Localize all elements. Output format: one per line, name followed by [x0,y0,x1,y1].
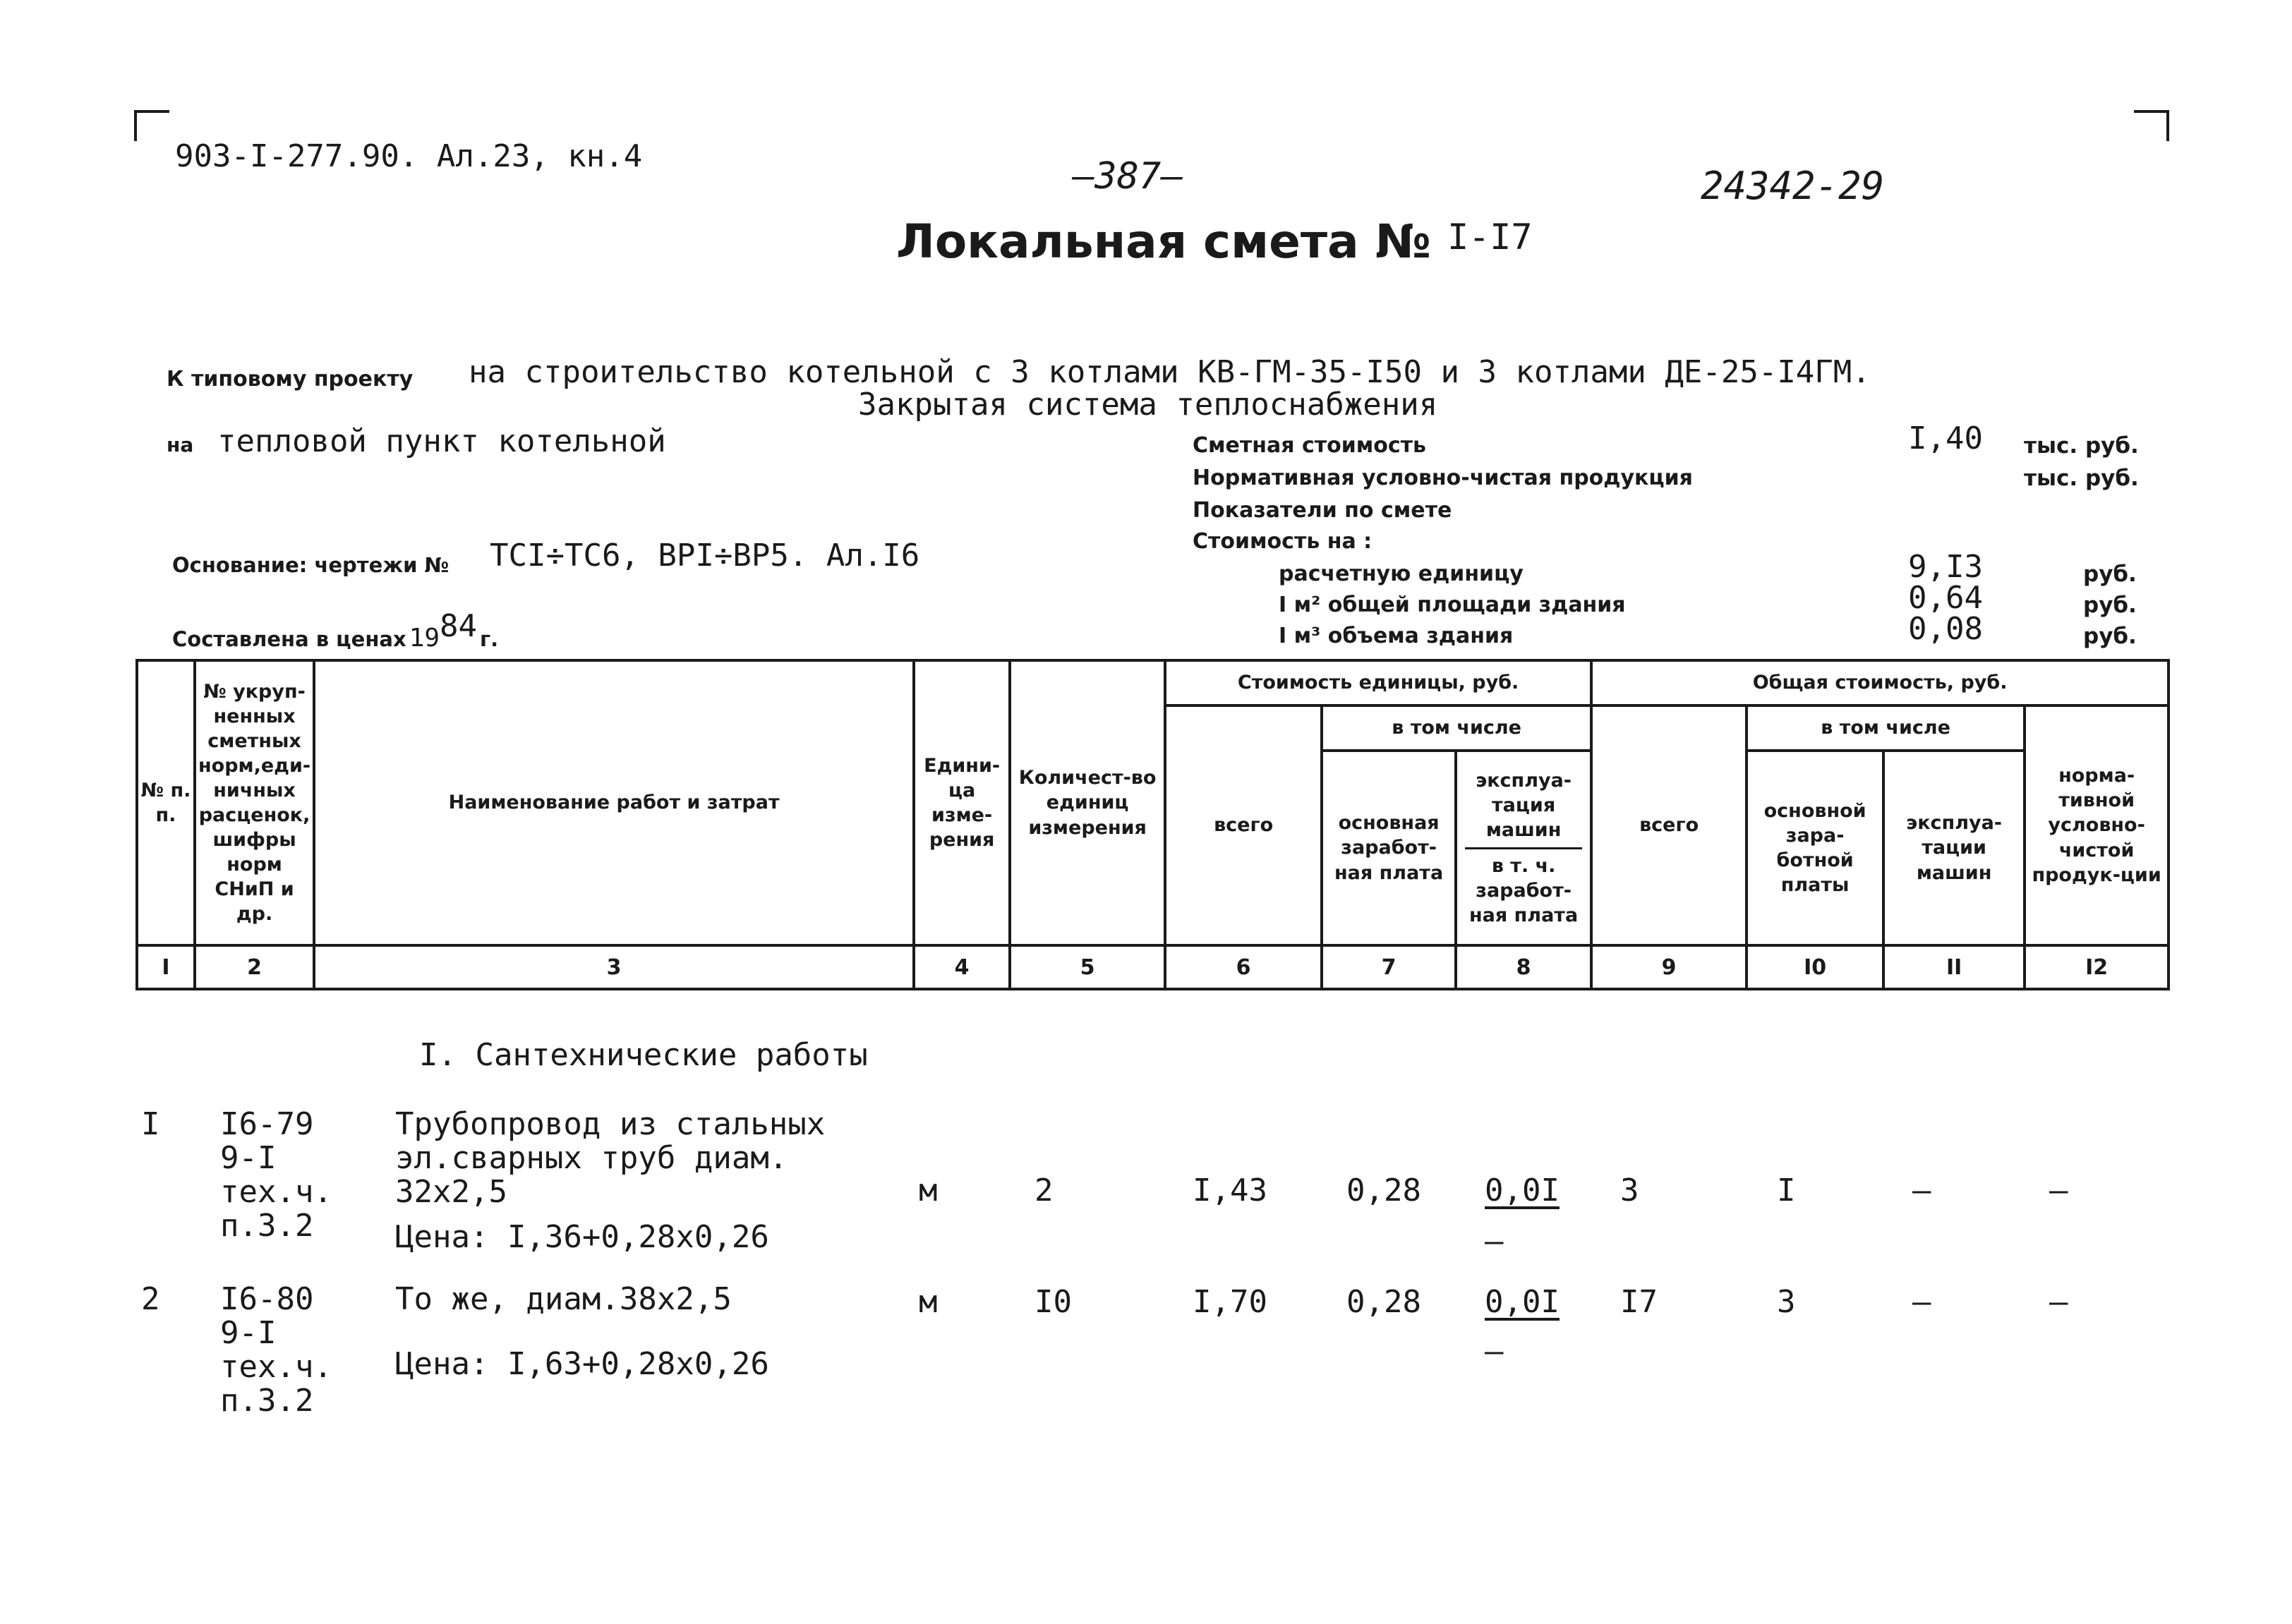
estimate-table-header [135,659,2170,990]
per-volume-unit: руб. [2083,624,2137,649]
row-unit: м [919,1284,938,1320]
row-unit-cost-total: I,43 [1193,1172,1267,1208]
column-number: 3 [314,945,914,989]
row-code [220,1283,332,1418]
header-col-quantity: Количест-во единиц измерения [1010,660,1165,945]
per-volume-value: 0,08 [1908,611,1983,647]
prices-suffix: г. [480,627,499,651]
header-col-total: всего [1591,705,1747,945]
row-number: 2 [141,1281,160,1317]
header-col-unit: Едини-ца изме-рения [914,660,1010,945]
doc-code: 903-I-277.90. Ал.23, кн.4 [175,138,643,174]
net-product-label: Нормативная условно-чистая продукция [1193,466,1693,490]
row-unit-cost-total: I,70 [1193,1284,1267,1320]
row-total-wage: 3 [1777,1284,1796,1320]
page-number: —387— [1073,155,1183,198]
row-code-line: п.3.2 [220,1383,314,1419]
per-unit-value: 9,I3 [1908,549,1983,585]
page-title [896,214,1532,269]
header-col-machines-divider [1465,847,1582,849]
header-col-name: Наименование работ и затрат [314,660,914,945]
inventory-number: 24342-29 [1701,164,1885,208]
object-label: на [167,433,194,456]
header-col-unit-wage: основная заработ-ная плата [1322,751,1456,945]
row-code-line: п.3.2 [220,1208,314,1244]
row-unit-cost-machines-wage: – [1485,1333,1504,1369]
column-number: 8 [1456,945,1591,989]
row-price-formula: Цена: I,36+0,28х0,26 [395,1219,769,1255]
row-work-name-line: эл.сварных труб диам. [395,1140,788,1176]
row-work-name-line: Трубопровод из стальных [395,1106,826,1142]
header-total-including: в том числе [1747,705,2025,751]
row-work-name-line: 32х2,5 [395,1174,507,1210]
row-total-machines: – [1912,1284,1931,1320]
section-title: I. Сантехнические работы [419,1037,868,1073]
header-col-total-wage: основной зара-ботной платы [1747,751,1883,945]
column-number: 4 [914,945,1010,989]
row-code-line: 9-I [220,1140,277,1176]
row-quantity: I0 [1035,1284,1072,1320]
prices-year: 84 [440,608,478,644]
per-area-unit: руб. [2083,593,2137,618]
row-unit-cost-machines-wage: – [1485,1223,1504,1259]
net-product-unit: тыс. руб. [2024,466,2139,491]
row-work-name-line: То же, диам.38х2,5 [395,1281,732,1317]
indicators-label: Показатели по смете [1193,498,1452,523]
column-number: I [137,945,195,989]
header-col-code: № укруп-ненных сметных норм,еди-ничных расценок, шифры норм СНиП и др. [195,660,314,945]
title-number: I-I7 [1447,217,1533,257]
row-total-norm-product: – [2049,1284,2068,1320]
row-unit-cost-wage: 0,28 [1346,1284,1421,1320]
column-number: II [1883,945,2025,989]
per-area-label: I м² общей площади здания [1279,593,1626,617]
row-price-formula: Цена: I,63+0,28х0,26 [395,1346,769,1382]
row-total-machines: – [1912,1172,1931,1208]
project-text-line1: на строительство котельной с 3 котлами КВ-ГМ-35-I50 и 3 котлами ДЕ-25-I4ГМ. [469,354,1871,390]
row-code-line: 9-I [220,1315,277,1351]
row-total-wage: I [1777,1172,1796,1208]
prices-year-prefix: 19 [409,624,440,653]
estimated-cost-value: I,40 [1908,420,1983,456]
column-number: 9 [1591,945,1747,989]
header-unit-cost-group: Стоимость единицы, руб. [1165,660,1591,705]
cost-per-label: Стоимость на : [1193,529,1373,554]
row-unit: м [919,1172,938,1208]
header-unit-including: в том числе [1322,705,1591,751]
column-number: 5 [1010,945,1165,989]
header-col-number: № п. п. [137,660,195,945]
basis-label: Основание: чертежи № [172,553,450,577]
column-number: 6 [1165,945,1322,989]
corner-mark-left [134,110,169,141]
row-quantity: 2 [1035,1172,1054,1208]
row-unit-cost-wage: 0,28 [1346,1172,1421,1208]
column-number: I0 [1747,945,1883,989]
prices-label: Составлена в ценах [172,627,406,651]
header-col-machines-bottom: в т. ч. заработ-ная плата [1469,854,1579,926]
per-area-value: 0,64 [1908,580,1983,616]
row-code-line: тех.ч. [220,1174,332,1210]
row-code-line: тех.ч. [220,1349,332,1385]
row-code-line: I6-79 [220,1106,314,1142]
corner-mark-right [2134,110,2169,141]
row-code [220,1108,332,1243]
header-col-total-machines: эксплуа-тации машин [1883,751,2025,945]
row-total-cost: 3 [1620,1172,1639,1208]
row-unit-cost-machines: 0,0I [1485,1172,1560,1208]
row-total-norm-product: – [2049,1172,2068,1208]
object-text: тепловой пункт котельной [217,423,666,459]
row-code-line: I6-80 [220,1281,314,1317]
row-work-name [395,1108,825,1209]
column-number: I2 [2025,945,2169,989]
project-label: К типовому проекту [167,367,414,392]
row-total-cost: I7 [1620,1284,1658,1320]
row-number: I [141,1106,160,1142]
row-unit-cost-machines: 0,0I [1485,1284,1560,1320]
project-text-line2: Закрытая система теплоснабжения [858,387,1438,423]
estimated-cost-label: Сметная стоимость [1193,433,1427,458]
column-number: 7 [1322,945,1456,989]
per-unit-label: расчетную единицу [1279,562,1524,586]
row-work-name [395,1283,732,1316]
column-number: 2 [195,945,314,989]
header-total-cost-group: Общая стоимость, руб. [1591,660,2169,705]
per-unit-unit: руб. [2083,562,2137,587]
prices-line [172,608,498,653]
header-col-machines-top: эксплуа-тация машин [1476,770,1572,842]
title-prefix: Локальная смета № [896,214,1432,269]
header-col-unit-total: всего [1165,705,1322,945]
estimated-cost-unit: тыс. руб. [2024,433,2139,459]
basis-text: ТСI÷ТС6, ВРI÷ВР5. Ал.I6 [490,538,920,574]
header-col-unit-machines [1456,751,1591,945]
header-col-norm-product: норма-тивной условно-чистой продук-ции [2025,705,2169,945]
per-volume-label: I м³ объема здания [1279,624,1514,648]
